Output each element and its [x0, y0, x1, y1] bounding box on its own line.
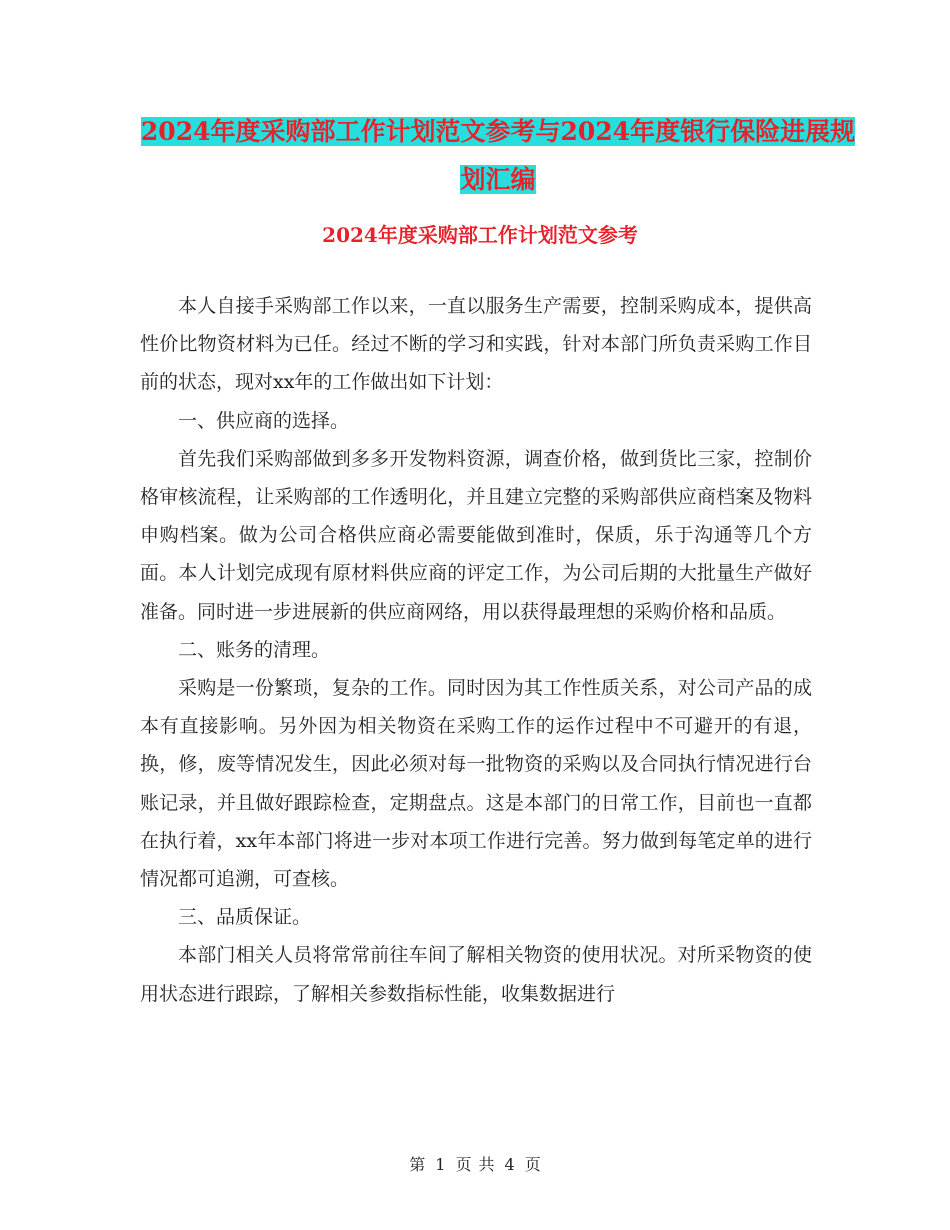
- footer-mid: 页 共: [455, 1155, 495, 1174]
- paragraph-accounts-cleanup: 采购是一份繁琐，复杂的工作。同时因为其工作性质关系，对公司产品的成本有直接影响。另外因为相关物资在采购工作的运作过程中不可避开的有退，换，修，废等情况发生，因此必须对每一批物资的采购以及合同执行情况进行台账记录，并且做好跟踪检查，定期盘点。这是本部门的日常工作，目前也一直都在执行着，xx年本部门将进一步对本项工作进行完善。努力做到每笔定单的进行情况都可追溯，可查核。: [140, 677, 812, 891]
- footer-suffix: 页: [524, 1155, 541, 1174]
- paragraph-quality-assurance: 本部门相关人员将常常前往车间了解相关物资的使用状况。对所采物资的使用状态进行跟踪，了解相关参数指标性能，收集数据进行: [140, 944, 812, 1005]
- heading-accounts-cleanup: 二、账务的清理。: [178, 638, 331, 661]
- document-title-highlight: 2024年度采购部工作计划范文参考与2024年度银行保险进展规划汇编: [140, 117, 856, 194]
- section-title: 2024年度采购部工作计划范文参考: [322, 223, 638, 247]
- footer-page-number: 1: [435, 1155, 446, 1174]
- document-title: [140, 108, 856, 204]
- paragraph-intro: 本人自接手采购部工作以来，一直以服务生产需要，控制采购成本，提供高性价比物资材料为已任。经过不断的学习和实践，针对本部门所负责采购工作目前的状态，现对xx年的工作做出如下计划：: [140, 295, 812, 394]
- heading-supplier-selection: 一、供应商的选择。: [178, 409, 350, 432]
- footer-total-pages: 4: [504, 1155, 515, 1174]
- heading-quality-assurance: 三、品质保证。: [178, 906, 312, 929]
- footer-prefix: 第: [409, 1155, 426, 1174]
- page-footer: [0, 1152, 950, 1175]
- document-body: [140, 287, 812, 1013]
- paragraph-supplier-selection: 首先我们采购部做到多多开发物料资源，调查价格，做到货比三家，控制价格审核流程，让采购部的工作透明化，并且建立完整的采购部供应商档案及物料申购档案。做为公司合格供应商必需要能做到准时，保质，乐于沟通等几个方面。本人计划完成现有原材料供应商的评定工作，为公司后期的大批量生产做好准备。同时进一步进展新的供应商网络，用以获得最理想的采购价格和品质。: [140, 447, 812, 623]
